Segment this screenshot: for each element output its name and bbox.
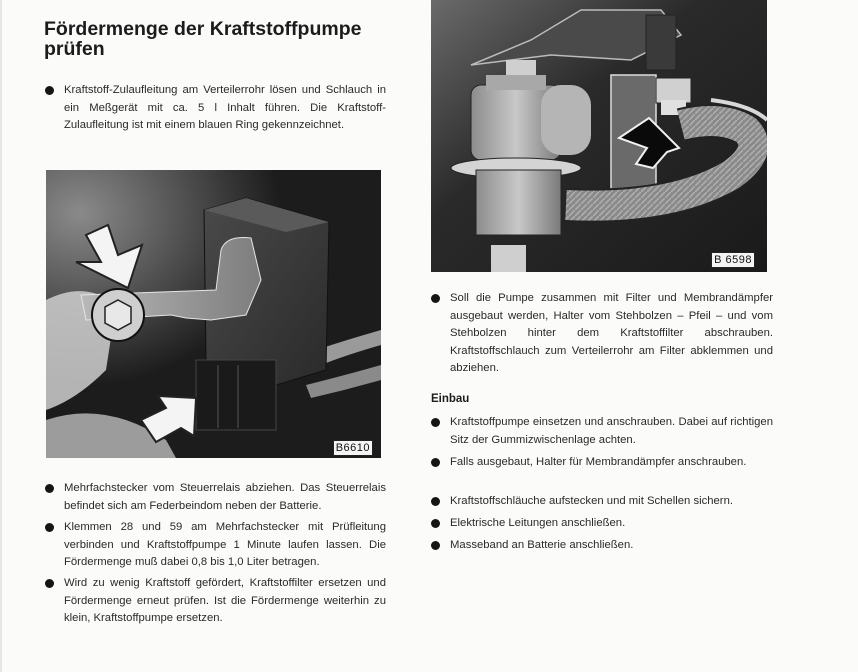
bullet-icon bbox=[431, 541, 440, 550]
removal-text: Soll die Pumpe zusammen mit Filter und Membrandämpfer ausgebaut werden, Halter vom Stehbolzen – Pfeil – und vom Stehbolzen hinter dem Kraftstoffilter abschrauben. Kraftstoffschlauch zum Verteilerrohr am Filter abklemmen und abziehen. bbox=[450, 292, 773, 374]
bullet-icon bbox=[45, 579, 54, 588]
bullet-icon bbox=[431, 519, 440, 528]
install-step bbox=[450, 493, 773, 511]
figure-filter-photo bbox=[431, 0, 767, 272]
install-step-text: Kraftstoffschläuche aufstecken und mit Schellen sichern. bbox=[450, 495, 733, 507]
figure-relay-photo bbox=[46, 170, 381, 458]
bullet-icon bbox=[45, 523, 54, 532]
figure-caption: B 6598 bbox=[711, 252, 755, 268]
step-text: Mehrfachstecker vom Steuerrelais abziehen. Das Steuerrelais befindet sich am Federbeindom neben der Batterie. bbox=[64, 482, 386, 512]
relay-illustration bbox=[46, 170, 381, 458]
bullet-icon bbox=[431, 294, 440, 303]
install-step-text: Masseband an Batterie anschließen. bbox=[450, 539, 634, 551]
removal-paragraph bbox=[450, 290, 773, 378]
figure-caption: B6610 bbox=[333, 440, 373, 456]
step-text: Wird zu wenig Kraftstoff gefördert, Kraftstoffilter ersetzen und Fördermenge erneut prüfen. Ist die Fördermenge weiterhin zu klein, Kraftstoffpumpe ersetzen. bbox=[64, 577, 386, 624]
page-title bbox=[44, 19, 404, 59]
title-line-2: prüfen bbox=[44, 38, 105, 60]
intro-text: Kraftstoff-Zulaufleitung am Verteilerrohr lösen und Schlauch in ein Meßgerät mit ca. 5 l Inhalt führen. Die Kraftstoff-Zulaufleitung ist mit einem blauen Ring gekennzeichnet. bbox=[64, 84, 386, 131]
step-paragraph bbox=[64, 480, 386, 515]
install-step-text: Falls ausgebaut, Halter für Membrandämpfer anschrauben. bbox=[450, 456, 747, 468]
install-step bbox=[450, 515, 773, 533]
install-step bbox=[450, 537, 773, 555]
page-edge bbox=[0, 0, 2, 672]
bullet-icon bbox=[45, 86, 54, 95]
step-text: Klemmen 28 und 59 am Mehrfachstecker mit Prüfleitung verbinden und Kraftstoffpumpe 1 Minute laufen lassen. Die Fördermenge muß dabei 0,8 bis 1,0 Liter betragen. bbox=[64, 521, 386, 568]
install-step-text: Kraftstoffpumpe einsetzen und anschrauben. Dabei auf richtigen Sitz der Gummizwischenlage achten. bbox=[450, 416, 773, 446]
bullet-icon bbox=[45, 484, 54, 493]
install-step bbox=[450, 454, 773, 472]
step-paragraph bbox=[64, 519, 386, 572]
bullet-icon bbox=[431, 497, 440, 506]
filter-illustration bbox=[431, 0, 767, 272]
bullet-icon bbox=[431, 458, 440, 467]
install-step-text: Elektrische Leitungen anschließen. bbox=[450, 517, 626, 529]
step-paragraph bbox=[64, 575, 386, 628]
title-line-1: Fördermenge der Kraftstoffpumpe bbox=[44, 18, 362, 40]
bullet-icon bbox=[431, 418, 440, 427]
install-step bbox=[450, 414, 773, 449]
install-heading: Einbau bbox=[431, 393, 470, 405]
intro-paragraph bbox=[64, 82, 386, 135]
